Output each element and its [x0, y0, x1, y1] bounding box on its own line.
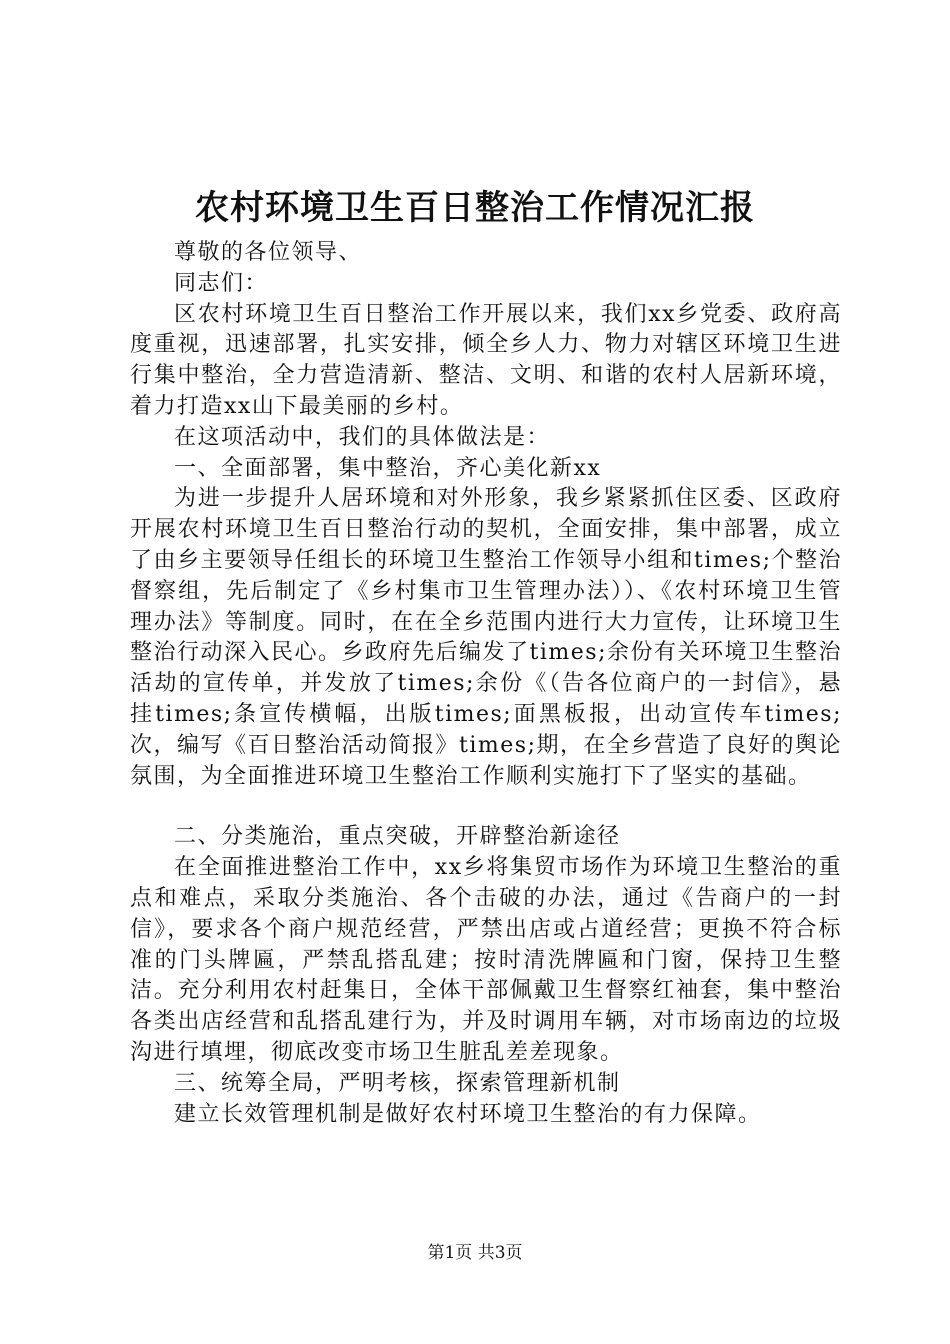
section-1-paragraph: 为进一步提升人居环境和对外形象，我乡紧紧抓住区委、区政府开展农村环境卫生百日整治行动的契机，全面安排，集中部署，成立了由乡主要领导任组长的环境卫生整治工作领导小组和times;个整治督察组，先后制定了《乡村集市卫生管理办法））、《农村环境卫生管理办法》等制度。同时，在在全乡范围内进行大力宣传，让环境卫生整治行动深入民心。乡政府先后编发了times;余份有关环境卫生整治活劫的宣传单，并发放了times;余份《（告各位商户的一封信》，悬挂times;条宣传横幅，出版times;面黑板报，出动宣传车times;次，编写《百日整治活动简报》times;期，在全乡营造了良好的舆论氛围，为全面推进环境卫生整治工作顺利实施打下了坚实的基础。	[130, 486, 842, 789]
page-number-footer: 第1页 共3页	[427, 1243, 523, 1263]
section-2-paragraph: 在全面推进整治工作中，xx乡将集贸市场作为环境卫生整治的重点和难点，采取分类施治、各个击破的办法，通过《告商户的一封信》，要求各个商户规范经营，严禁出店或占道经营；更换不符合标准的门头牌匾，严禁乱搭乱建；按时清洗牌匾和门窗，保持卫生整洁。充分利用农村赶集日，全体干部佩戴卫生督察红袖套，集中整治各类出店经营和乱搭乱建行为，并及时调用车辆，对市场南边的垃圾沟进行填埋，彻底改变市场卫生脏乱差差现象。	[130, 855, 842, 1065]
salutation-line-2: 同志们：	[174, 270, 269, 296]
section-heading-1: 一、全面部署，集中整治，齐心美化新xx	[174, 455, 602, 481]
section-heading-2: 二、分类施治，重点突破，开辟整治新途径	[174, 824, 621, 850]
document-title: 农村环境卫生百日整治工作情况汇报	[195, 188, 755, 228]
methods-lead-in: 在这项活动中，我们的具体做法是：	[174, 424, 551, 450]
intro-paragraph: 区农村环境卫生百日整治工作开展以来，我们xx乡党委、政府高度重视，迅速部署，扎实安排，倾全乡人力、物力对辖区环境卫生进行集中整治，全力营造清新、整洁、文明、和谐的农村人居新环境，着力打造xx山下最美丽的乡村。	[130, 301, 842, 419]
document-body	[130, 238, 842, 1130]
section-3-paragraph: 建立长效管理机制是做好农村环境卫生整治的有力保障。	[174, 1101, 762, 1127]
salutation-line-1: 尊敬的各位领导、	[174, 240, 363, 265]
section-heading-3: 三、统筹全局，严明考核，探索管理新机制	[174, 1070, 621, 1096]
